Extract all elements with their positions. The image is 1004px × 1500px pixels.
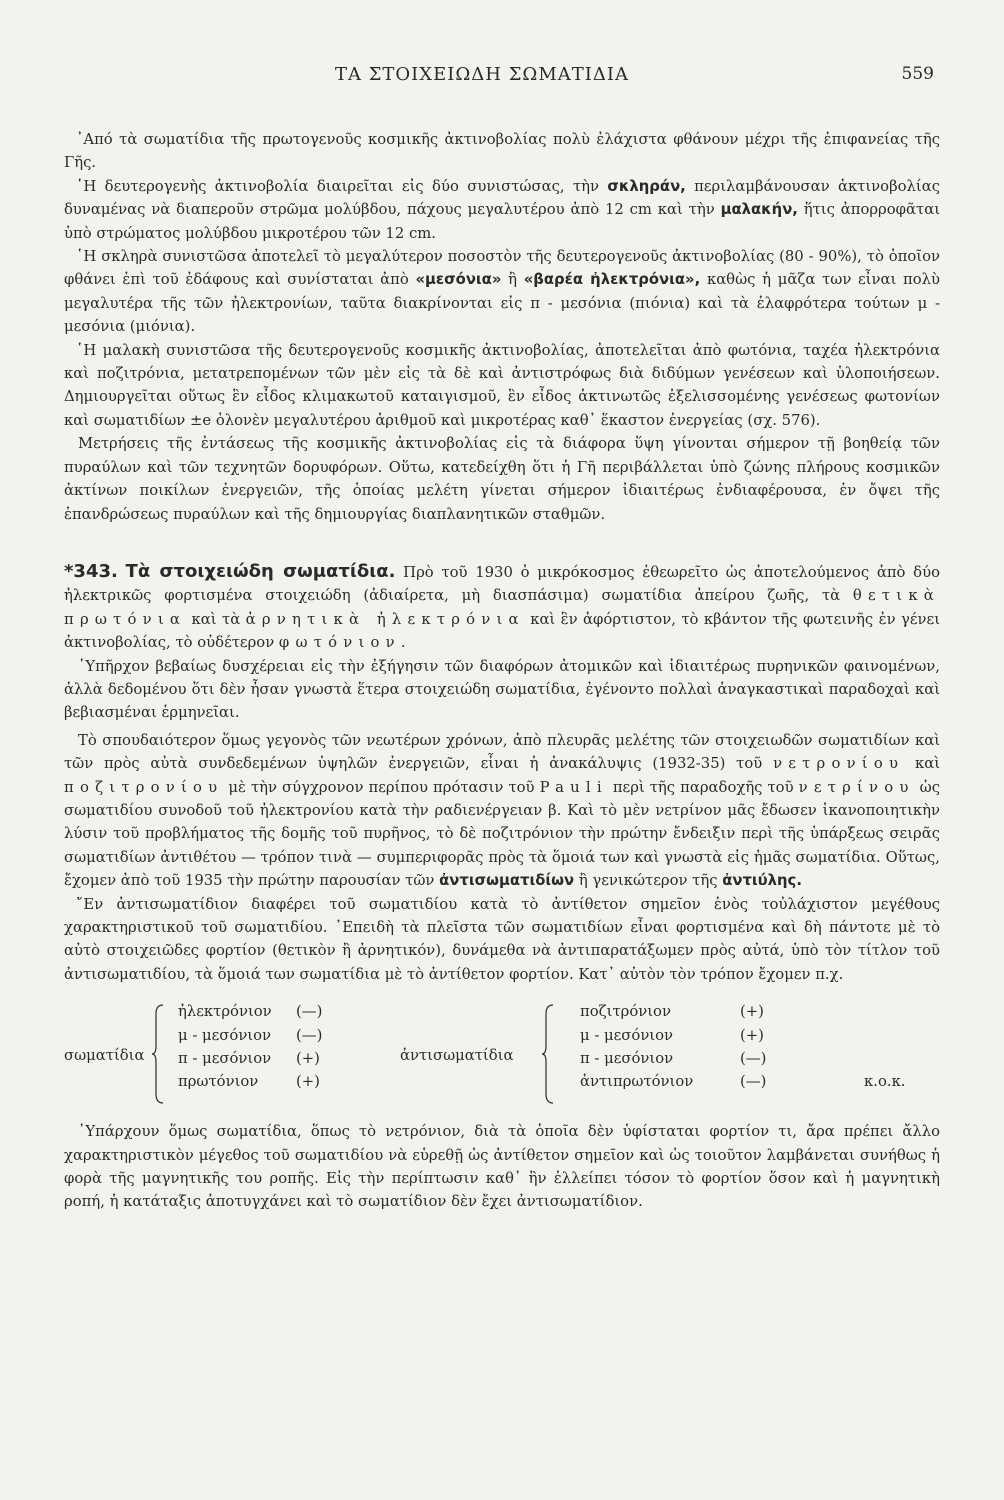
right-row [580, 1000, 800, 1023]
text-run: καὶ τὰ [186, 610, 246, 628]
left-rows [178, 1000, 358, 1094]
text-run: ἢ [501, 271, 524, 289]
term-antimatter: ἀντιύλης. [722, 872, 802, 890]
particle-charge: (+) [296, 1050, 320, 1067]
particle-name: π - μεσόνιον [580, 1050, 674, 1067]
term-soft: μαλακήν, [720, 201, 798, 219]
text-run: καθὼς ἡ μᾶζα των εἶναι πολὺ μεγαλυτέρα τῆς τῶν ἠλεκτρονίων, ταῦτα διακρίνονται εἰς π - μεσόνια (πιόνια) καὶ τὰ ἐλαφρότερα τούτων μ - μεσόνια (μιόνια). [64, 271, 940, 336]
particle-name: π - μεσόνιον [178, 1050, 272, 1067]
term-heavy-electrons: «βαρέα ἠλεκτρόνια», [523, 271, 701, 289]
section-title: Τὰ στοιχειώδη σωματίδια. [125, 560, 396, 582]
particle-name: μ - μεσόνιον [580, 1026, 674, 1044]
term-antiparticles: ἀντισωματιδίων [439, 872, 575, 890]
section-343 [64, 560, 940, 655]
spaced-term-pauli: Pauli [539, 778, 608, 796]
paragraph-hard-component [64, 245, 940, 339]
particle-name: πρωτόνιον [178, 1073, 259, 1091]
spaced-term-positron: ποζιτρονίου [64, 778, 224, 796]
right-rows [580, 1000, 800, 1094]
spaced-term-photon: φωτόνιον. [278, 634, 412, 652]
text-run: ὡς σωματιδίου συνοδοῦ τοῦ ἠλεκτρονίου κατὰ τὴν ραδιενέργειαν β. Καὶ τὸ μὲν νετρίνον μᾶς ἔδωσεν ἱκανοποιητικὴν λύσιν τοῦ προβλήματος τῆς δομῆς τοῦ πυρῆνος, τὸ δὲ ποζιτρόνιον τὴν πρώτην ἔνδειξιν περὶ τῆς ὑπάρξεως σειρᾶς σωματιδίων ἀντιθέτου — τρόπον τινὰ — συμπεριφορᾶς πρὸς τὰ ὅμοιά των καὶ γνωστὰ εἰς ἡμᾶς σωματίδια. Οὕτως, ἔχομεν ἀπὸ τοῦ 1935 τὴν πρώτην παρουσίαν τῶν [64, 778, 940, 890]
particle-name: ποζιτρόνιον [580, 1003, 671, 1021]
text-run: Τὸ σπουδαιότερον ὅμως γεγονὸς τῶν νεωτέρων χρόνων, ἀπὸ πλευρᾶς μελέτης τῶν στοιχειωδῶν σωματιδίων καὶ τῶν πρὸς αὐτὰ συνδεδεμένων ὑψηλῶν ἐνεργειῶν, εἶναι ἡ ἀνακάλυψις (1932-35) τοῦ [64, 731, 940, 773]
paragraph-difficulties: ῾Υπῆρχον βεβαίως δυσχέρειαι εἰς τὴν ἐξήγησιν τῶν διαφόρων ἀτομικῶν καὶ ἰδιαιτέρως πυρηνικῶν φαινομένων, ἀλλὰ δεδομένου ὅτι δὲν ἦσαν γνωστὰ ἕτερα στοιχειώδη σωματίδια, ἐγένοντο πολλαὶ ἀναγκαστικαὶ παραδοχαὶ καὶ βεβιασμέναι ἑρμηνεῖαι. [64, 657, 940, 722]
paragraph-primary-radiation: ᾿Από τὰ σωματίδια τῆς πρωτογενοῦς κοσμικῆς ἀκτινοβολίας πολὺ ἐλάχιστα φθάνουν μέχρι τῆς ἐπιφανείας τῆς Γῆς. [64, 131, 940, 172]
particle-charge: (+) [740, 1003, 764, 1021]
text-run: Πρὸ τοῦ 1930 ὁ μικρόκοσμος ἐθεωρεῖτο ὡς ἀποτελούμενος ἀπὸ δύο ἠλεκτρικῶς φορτισμένα στοιχειώδη (ἀδιαίρετα, μὴ διασπάσιμα) σωματίδια ἀπείρου ζωῆς, τὰ [64, 563, 940, 605]
text-run: ἢ γενικώτερον τῆς [574, 872, 723, 890]
particle-name: ἠλεκτρόνιον [178, 1003, 272, 1021]
text-run: ῾Η σκληρὰ συνιστῶσα ἀποτελεῖ τὸ μεγαλύτερον ποσοστὸν τῆς δευτερογενοῦς ἀκτινοβολίας (80 - 90%), τὸ ὁποῖον φθάνει ἐπὶ τοῦ ἐδάφους καὶ συνίσταται ἀπὸ [64, 248, 940, 289]
etc-label: κ.ο.κ. [864, 1073, 906, 1091]
right-group-label: ἀντισωματίδια [400, 1047, 514, 1065]
running-title: ΤΑ ΣΤΟΙΧΕΙΩΔΗ ΣΩΜΑΤΙΔΙΑ [334, 64, 630, 85]
spaced-term-negative-electrons: ἀρνητικὰ ἠλεκτρόνια [245, 610, 525, 628]
page-header [60, 64, 934, 94]
particle-charge: (—) [296, 1003, 323, 1021]
text-run: ῾Η δευτερογενὴς ἀκτινοβολία διαιρεῖται εἰς δύο συνιστώσας, τὴν [76, 177, 608, 195]
text-run: περιλαμβάνουσαν ἀκτινοβολίας δυναμένας νὰ διαπεροῦν στρῶμα μολύβδου, πάχους μεγαλυτέρου ἀπὸ 12 cm καὶ τὴν [64, 177, 941, 219]
page-number: 559 [901, 64, 934, 84]
left-row [178, 1024, 358, 1047]
particle-charge: (—) [740, 1073, 767, 1091]
left-row [178, 1070, 358, 1093]
text-run: περὶ τῆς παραδοχῆς τοῦ [607, 778, 799, 796]
particle-charge: (+) [740, 1026, 764, 1044]
left-brace-icon [152, 1004, 162, 1104]
particle-name: μ - μεσόνιον [178, 1026, 272, 1044]
spaced-term-neutrino: νετρίνου [798, 778, 915, 796]
particle-antiparticle-table [64, 1000, 940, 1110]
left-group-label: σωματίδια [64, 1047, 145, 1065]
text-run: καὶ ἓν ἀφόρτιστον, τὸ κβάντον τῆς φωτεινῆς ἐν γένει ἀκτινοβολίας, τὸ οὐδέτερον [64, 610, 941, 652]
paragraph-antiparticle-definition: ῎Εν ἀντισωματίδιον διαφέρει τοῦ σωματιδίου κατὰ τὸ ἀντίθετον σημεῖον ἑνὸς τοὐλάχιστον μεγέθους χαρακτηριστικοῦ τοῦ σωματιδίου. ᾿Επειδὴ τὰ πλεῖστα τῶν σωματιδίων εἶναι φορτισμένα καὶ δὴ πάντοτε μὲ τὸ αὐτὸ στοιχειῶδες φορτίον (θετικὸν ἢ ἀρνητικόν), δυνάμεθα νὰ ἀντιπαρατάξωμεν πρὸς αὐτά, ὑπὸ τὸν τίτλον τοῦ ἀντισωματιδίου, τὰ ὅμοιά των σωματίδια μὲ τὸ ἀντίθετον φορτίον. Κατ᾿ αὐτὸν τὸν τρόπον ἔχομεν π.χ. [64, 895, 940, 983]
spaced-term-positive-protons: θετικὰ πρωτόνια [64, 587, 940, 628]
paragraph-discoveries [64, 729, 940, 893]
right-row [580, 1070, 800, 1093]
paragraph-measurements: Μετρήσεις τῆς ἐντάσεως τῆς κοσμικῆς ἀκτινοβολίας εἰς τὰ διάφορα ὕψη γίνονται σήμερον τῇ βοηθείᾳ τῶν πυραύλων καὶ τῶν τεχνητῶν δορυφόρων. Οὕτω, κατεδείχθη ὅτι ἡ Γῆ περιβάλλεται ὑπὸ ζώνης πλήρους κοσμικῶν ἀκτίνων ποικίλων ἐνεργειῶν, τῆς ὁποίας μελέτη γίνεται σήμερον ἰδιαιτέρως ἐνδιαφέρουσα, ἐν ὄψει τῆς ἐπανδρώσεως πυραύλων καὶ τῆς δημιουργίας διαπλανητικῶν σταθμῶν. [64, 435, 940, 523]
particle-name: ἀντιπρωτόνιον [580, 1073, 694, 1091]
text-run: ἥτις ἀπορροφᾶται ὑπὸ στρώματος μολύβδου μικροτέρου τῶν 12 cm. [64, 201, 940, 242]
paragraph-soft-component: ῾Η μαλακὴ συνιστῶσα τῆς δευτερογενοῦς κοσμικῆς ἀκτινοβολίας, ἀποτελεῖται ἀπὸ φωτόνια, ταχέα ἠλεκτρόνια καὶ ποζιτρόνια, μετατρεπομένων τῶν μὲν εἰς τὰ δὲ καὶ ἀντιστρόφως διὰ διδύμων γενέσεων καὶ ὑλοποιήσεων. Δημιουργεῖται οὕτως ἓν εἶδος κλιμακωτοῦ καταιγισμοῦ, ἓν εἶδος ἀκτινωτῶς ἐξελισσομένης γενέσεως φωτονίων καὶ σωματιδίων ±e ὁλονὲν μεγαλυτέρου ἀριθμοῦ καὶ μικροτέρας καθ᾿ ἕκαστον ἐνεργείας (σχ. 576). [64, 341, 940, 429]
right-row [580, 1047, 800, 1070]
text-run: μὲ τὴν σύγχρονον περίπου πρότασιν τοῦ [223, 778, 540, 796]
particle-charge: (—) [740, 1050, 767, 1067]
term-hard: σκληράν, [607, 177, 686, 195]
text-run: καὶ [904, 755, 940, 773]
right-row [580, 1024, 800, 1047]
paragraph-neutral-particles: ῾Υπάρχουν ὅμως σωματίδια, ὅπως τὸ νετρόνιον, διὰ τὰ ὁποῖα δὲν ὑφίσταται φορτίον τι, ἄρα πρέπει ἄλλο χαρακτηριστικὸν μέγεθος τοῦ σωματιδίου νὰ εὑρεθῇ ὡς ἀντίθετον σημεῖον καὶ ὡς τοιοῦτον λαμβάνεται συνήθως ἡ φορὰ τῆς μαγνητικῆς του ροπῆς. Εἰς τὴν περίπτωσιν καθ᾿ ἣν ἐλλείπει τόσον τὸ φορτίον ὅσον καὶ ἡ μαγνητικὴ ροπή, ἡ κατάταξις ἀποτυγχάνει καὶ τὸ σωματίδιον δὲν ἔχει ἀντισωματίδιον. [64, 1123, 940, 1211]
particle-charge: (+) [296, 1073, 320, 1091]
section-number: *343. [64, 560, 118, 582]
page-body [64, 128, 940, 1214]
term-mesons: «μεσόνια» [415, 271, 502, 289]
paragraph-secondary-radiation [64, 175, 940, 245]
right-brace-icon [542, 1004, 552, 1104]
particle-charge: (—) [296, 1026, 323, 1044]
left-row [178, 1047, 358, 1070]
spaced-term-neutron: νετρονίου [773, 755, 905, 773]
left-row [178, 1000, 358, 1023]
